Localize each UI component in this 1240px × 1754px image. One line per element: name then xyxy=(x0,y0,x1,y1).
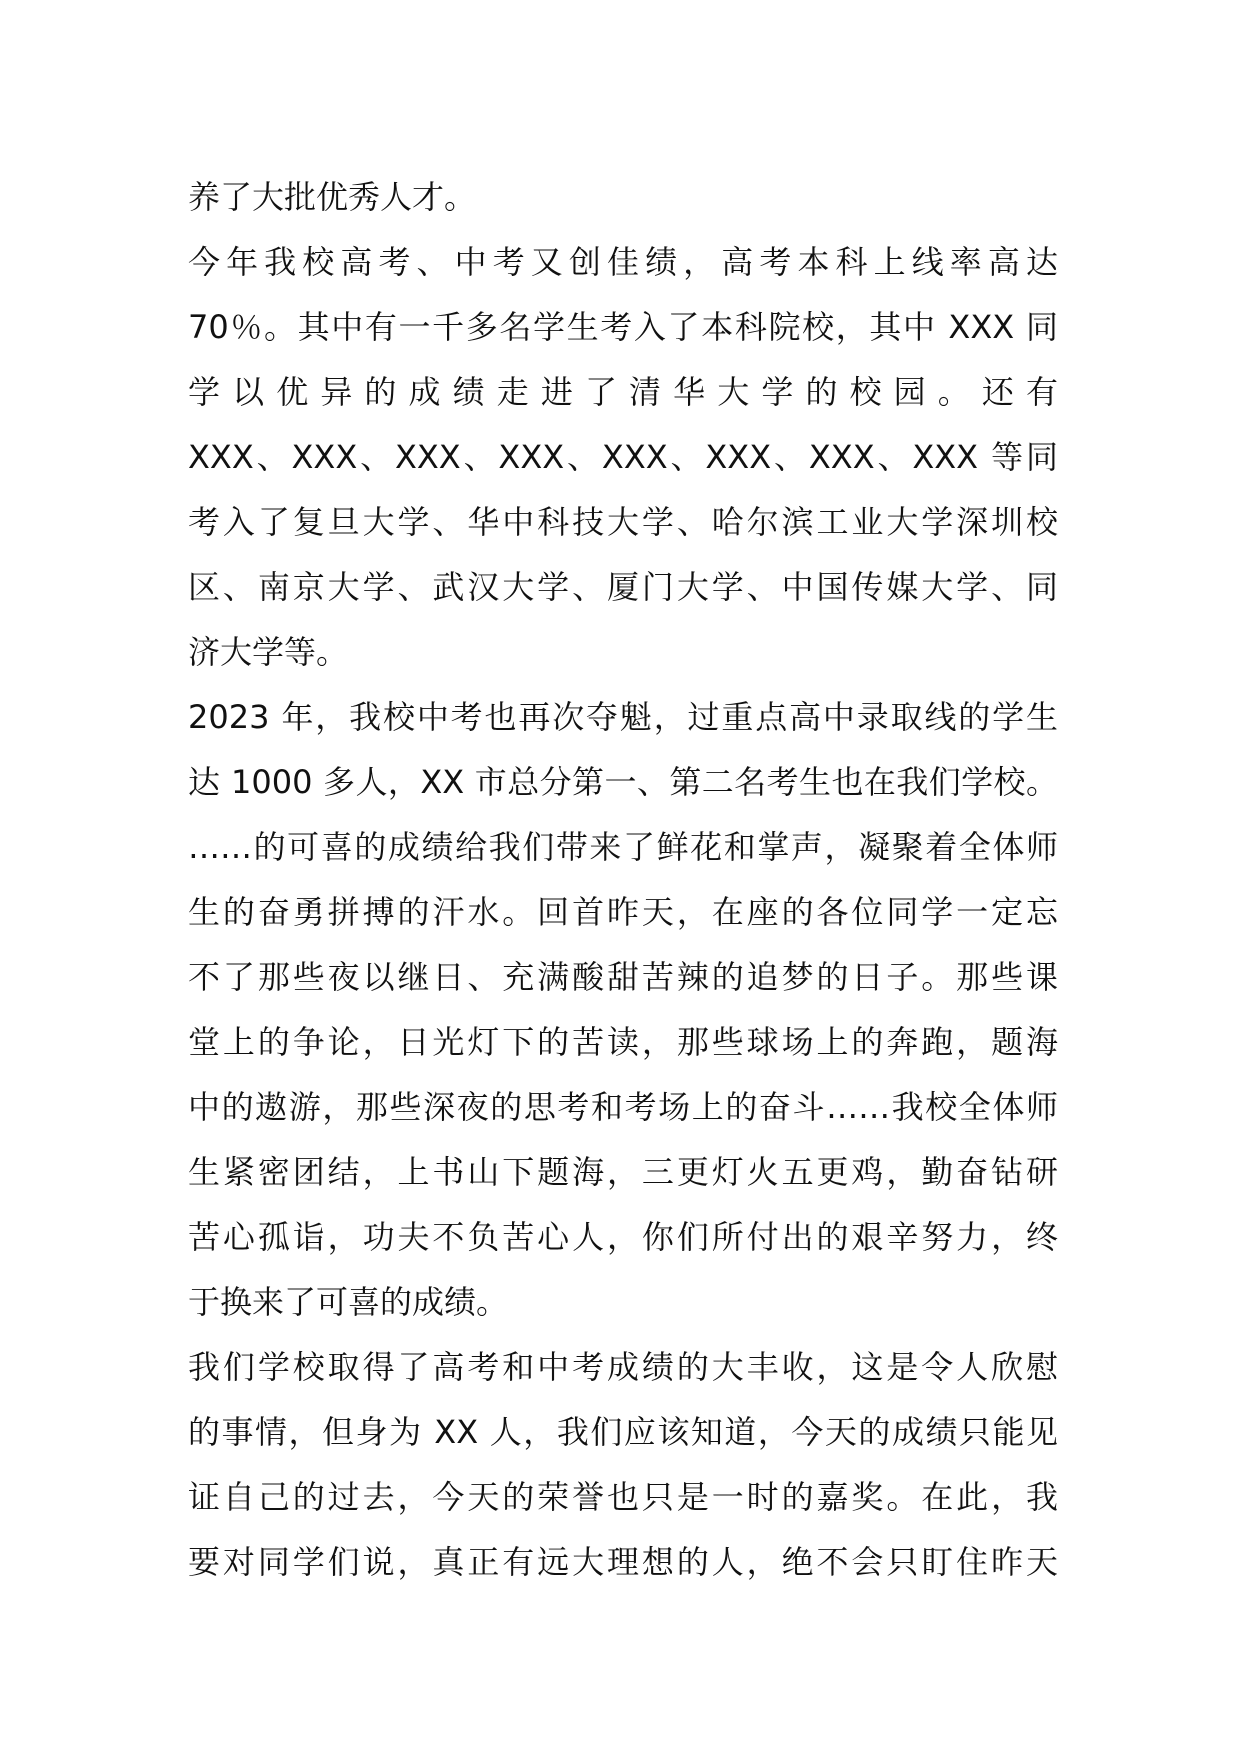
text-line: 区、南京大学、武汉大学、厦门大学、中国传媒大学、同 xyxy=(188,568,1058,606)
text-line: 2023 年，我校中考也再次夺魁，过重点高中录取线的学生 xyxy=(188,698,1058,736)
text-line: 学 以 优 异 的 成 绩 走 进 了 清 华 大 学 的 校 园 。 还 有 xyxy=(188,373,1058,411)
text-line: 要对同学们说，真正有远大理想的人，绝不会只盯住昨天 xyxy=(188,1543,1058,1581)
text-line: 今年我校高考、中考又创佳绩，高考本科上线率高达 xyxy=(188,243,1058,281)
text-line: 济大学等。 xyxy=(188,633,349,671)
text-line: ……的可喜的成绩给我们带来了鲜花和掌声，凝聚着全体师 xyxy=(188,828,1058,866)
text-line: XXX、XXX、XXX、XXX、XXX、XXX、XXX、XXX 等同 xyxy=(188,438,1058,476)
body-text xyxy=(188,165,1058,1595)
text-line: 我们学校取得了高考和中考成绩的大丰收，这是令人欣慰 xyxy=(188,1348,1058,1386)
text-line: 于换来了可喜的成绩。 xyxy=(188,1283,509,1321)
text-line: 苦心孤诣，功夫不负苦心人，你们所付出的艰辛努力，终 xyxy=(188,1218,1058,1256)
text-line: 证自己的过去，今天的荣誉也只是一时的嘉奖。在此，我 xyxy=(188,1478,1058,1516)
text-line: 生紧密团结，上书山下题海，三更灯火五更鸡，勤奋钻研 xyxy=(188,1153,1058,1191)
text-line: 达 1000 多人，XX 市总分第一、第二名考生也在我们学校。 xyxy=(188,763,1058,801)
text-line: 70％。其中有一千多名学生考入了本科院校，其中 XXX 同 xyxy=(188,308,1058,346)
text-line: 中的遨游，那些深夜的思考和考场上的奋斗……我校全体师 xyxy=(188,1088,1058,1126)
text-line: 考入了复旦大学、华中科技大学、哈尔滨工业大学深圳校 xyxy=(188,503,1058,541)
text-line: 不了那些夜以继日、充满酸甜苦辣的追梦的日子。那些课 xyxy=(188,958,1058,996)
text-line: 的事情，但身为 XX 人，我们应该知道，今天的成绩只能见 xyxy=(188,1413,1058,1451)
text-line: 生的奋勇拼搏的汗水。回首昨天，在座的各位同学一定忘 xyxy=(188,893,1058,931)
text-line: 养了大批优秀人才。 xyxy=(188,178,477,216)
text-line: 堂上的争论，日光灯下的苦读，那些球场上的奔跑，题海 xyxy=(188,1023,1058,1061)
